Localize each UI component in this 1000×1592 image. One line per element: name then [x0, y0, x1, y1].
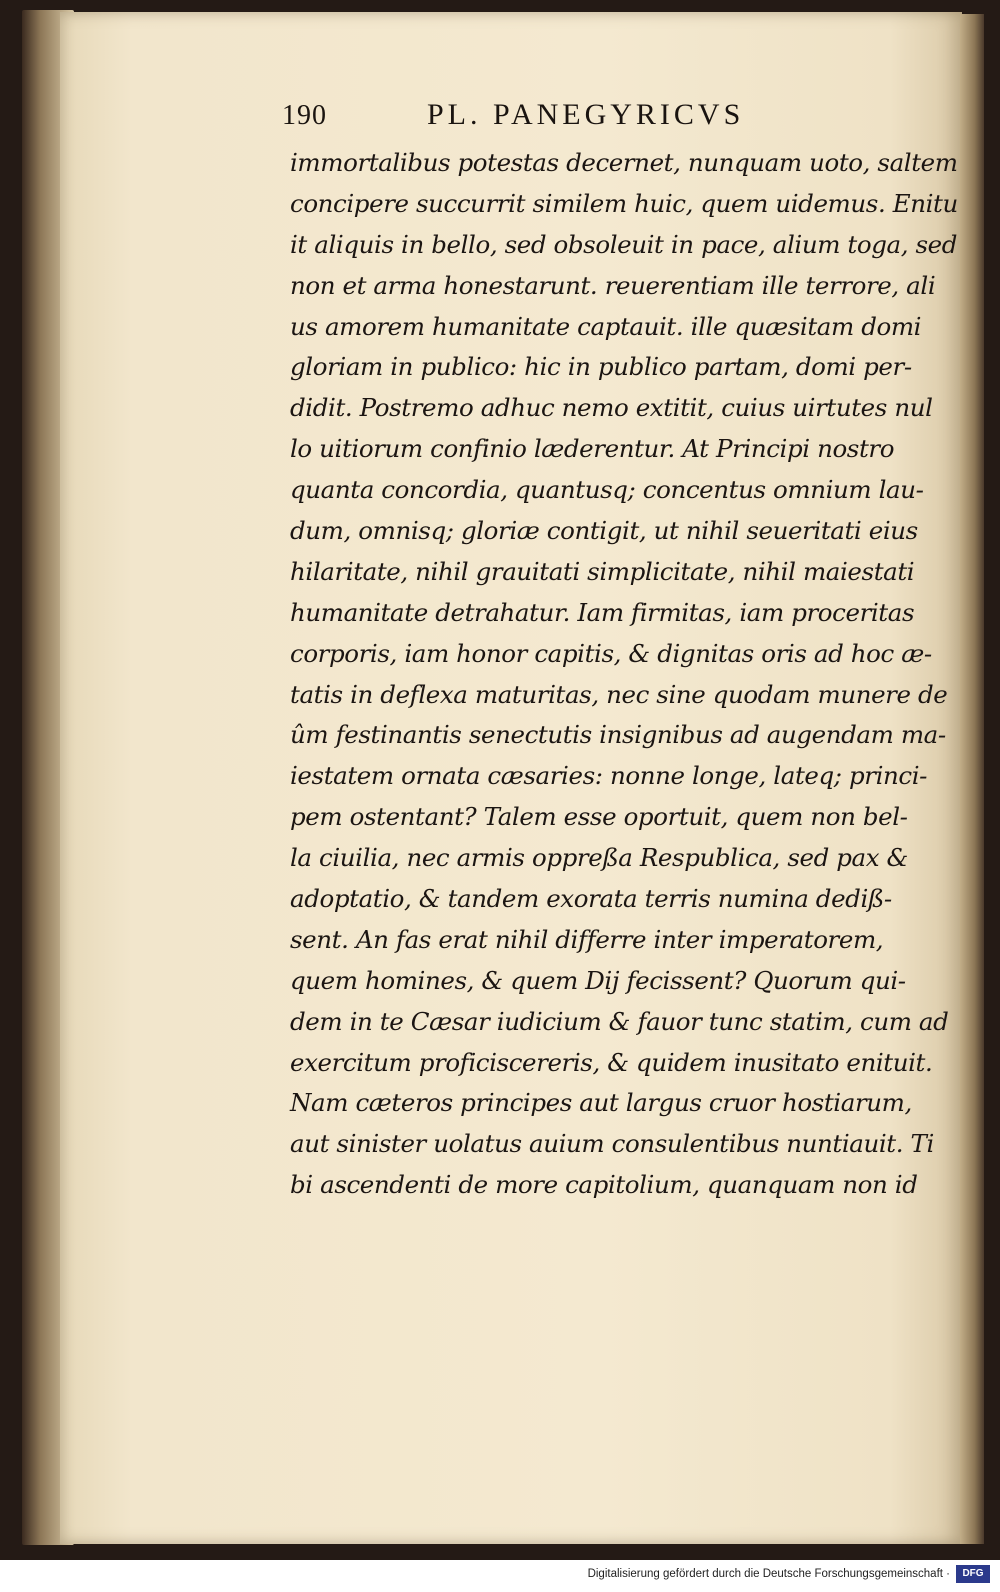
- text-line: pem ostentant? Talem esse oportuit, quem non bel-: [290, 802, 908, 832]
- text-line: lo uitiorum confinio læderentur. At Principi nostro: [290, 434, 895, 464]
- text-line: aut sinister uolatus auium consulentibus nuntiauit. Ti: [290, 1129, 934, 1159]
- digitization-footer: [0, 1560, 1000, 1592]
- text-line: bi ascendenti de more capitolium, quanquam non id: [290, 1170, 918, 1200]
- text-line: us amorem humanitate captauit. ille quæsitam domi: [290, 311, 922, 341]
- text-line: concipere succurrit similem huic, quem uidemus. Enitu: [290, 188, 958, 218]
- text-line: la ciuilia, nec armis oppreßa Respublica, sed pax &: [290, 843, 908, 873]
- text-line: quanta concordia, quantusq; concentus omnium lau-: [290, 475, 924, 505]
- text-line: Nam cæteros principes aut largus cruor hostiarum,: [290, 1088, 912, 1118]
- book-fore-edge: [960, 14, 984, 1544]
- text-line: didit. Postremo adhuc nemo extitit, cuius uirtutes nul: [290, 393, 933, 423]
- text-line: gloriam in publico: hic in publico partam, domi per-: [290, 352, 912, 382]
- text-line: non et arma honestarunt. reuerentiam ille terrore, ali: [290, 270, 936, 300]
- text-line: dem in te Cæsar iudicium & fauor tunc statim, cum ad: [290, 1006, 949, 1036]
- text-line: ûm festinantis senectutis insignibus ad augendam ma-: [290, 720, 946, 750]
- page-number: 190: [282, 100, 327, 131]
- text-line: hilaritate, nihil grauitati simplicitate, nihil maiestati: [290, 556, 915, 586]
- body-text: [290, 143, 958, 1223]
- text-line: corporis, iam honor capitis, & dignitas oris ad hoc æ-: [290, 638, 932, 668]
- funding-credit: Digitalisierung gefördert durch die Deutsche Forschungsgemeinschaft ·: [587, 1568, 950, 1580]
- text-line: humanitate detrahatur. Iam firmitas, iam proceritas: [290, 597, 915, 627]
- page-header: [282, 98, 842, 138]
- text-line: quem homines, & quem Dij fecissent? Quorum qui-: [290, 965, 906, 995]
- text-line: iestatem ornata cæsaries: nonne longe, lateq; princi-: [290, 761, 928, 791]
- text-line: immortalibus potestas decernet, nunquam uoto, saltem: [290, 148, 958, 177]
- text-line: exercitum proficiscereris, & quidem inusitato enituit.: [290, 1047, 933, 1077]
- text-line: tatis in deflexa maturitas, nec sine quodam munere de: [290, 679, 948, 709]
- text-line: dum, omnisq; gloriæ contigit, ut nihil seueritati eius: [290, 516, 918, 546]
- text-line: adoptatio, & tandem exorata terris numina dediß-: [290, 884, 892, 914]
- text-line: sent. An fas erat nihil differre inter imperatorem,: [290, 924, 884, 954]
- text-line: it aliquis in bello, sed obsoleuit in pace, alium toga, sed: [290, 229, 958, 259]
- dfg-logo: DFG: [956, 1565, 990, 1583]
- running-title: PL. PANEGYRICVS: [427, 98, 745, 131]
